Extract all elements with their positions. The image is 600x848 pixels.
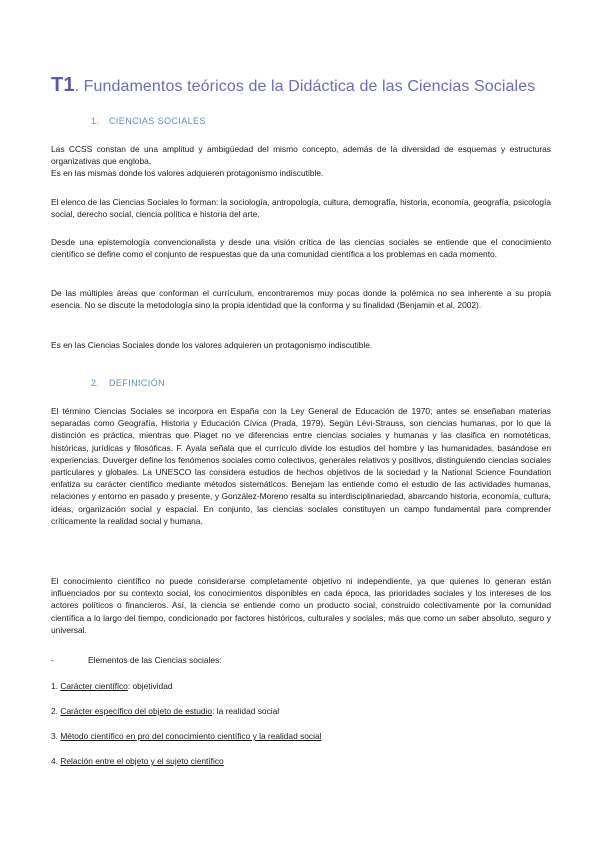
elements-heading [51,655,222,665]
list-item [51,681,173,691]
section-heading-text: DEFINICIÓN [109,378,166,388]
title-number: T1 [51,74,75,96]
paragraph: Es en las Ciencias Sociales donde los valores adquieren un protagonismo indiscutible. [51,340,373,350]
list-item-rest: : objetividad [127,681,173,691]
list-item [51,731,321,741]
title-text: . Fundamentos teóricos de la Didáctica de las Ciencias Sociales [74,78,536,95]
list-item-underlined: Método científico en pro del conocimiento científico y la realidad social [60,731,322,741]
paragraph: Es en las mismas donde los valores adquieren protagonismo indiscutible. [51,168,324,178]
list-item-underlined: Carácter científico [60,681,128,691]
section-heading-text: CIENCIAS SOCIALES [109,116,206,126]
paragraph: El término Ciencias Sociales se incorpora en España con la Ley General de Educación de 1970; antes se enseñaban materias separadas como Geografía, Historia y Educación Cívica (Prada, 1979). Según Lévi-Strauss, son ciencias humanas, por lo que la distinción es práctica, mientras que Piaget no ve diferencias entre ciencias sociales y humanas y las clasifica en nomotéticas, históricas, jurídicas y filosóficas. F. Ayala señala que el currículo divide los estudios del hombre y las humanidades, basándose en experiencias. Duverger define los fenómenos sociales como colectivos, generales relativos y positivos, distinguiendo ciencias sociales particulares y globales. La UNESCO las considera estudios de hechos objetivos de la sociedad y la National Science Foundation enfatiza su carácter científico mediante métodos sistemáticos. Benejam las entiende como el estudio de las actividades humanas, relaciones y entorno en pasado y presente, y González-Moreno resalta su interdisciplinariedad, abarcando historia, economía, cultura, ideas, organización social y espacial. En conjunto, las ciencias sociales constituyen un campo fundamental para comprender críticamente la realidad social y humana. [51,406,551,526]
list-item-underlined: Carácter específico del objeto de estudio [60,706,213,716]
elements-label: Elementos de las Ciencias sociales: [88,655,222,665]
dash-bullet: - [51,655,54,665]
paragraph: El elenco de las Ciencias Sociales lo forman: la sociología, antropología, cultura, demografía, historia, economía, geografía, psicología social, derecho social, ciencia política e historia del arte. [51,197,551,220]
document-title [51,74,571,97]
list-item-number: 2. [51,706,61,716]
paragraph: De las múltiples áreas que conforman el currículum, encontraremos muy pocas donde la polémica no sea inherente a su propia esencia. No se discute la metodología sino la propia identidad que la conforma y su finalidad (Benjamin et al, 2002). [51,288,551,311]
section-number: 1. [91,116,100,126]
section-heading-ciencias-sociales [91,116,206,126]
list-item-number: 4. [51,756,61,766]
list-item [51,706,279,716]
section-heading-definicion [91,378,165,388]
list-item [51,756,224,766]
list-item-number: 1. [51,681,61,691]
paragraph: El conocimiento científico no puede considerarse completamente objetivo ni independiente, ya que quienes lo generan están influenciados por su contexto social, los conocimientos disponibles en cada época, las prioridades sociales y los intereses de los actores políticos o financieros. Así, la ciencia se entiende como un producto social, construido colectivamente por la comunidad científica a lo largo del tiempo, condicionado por factores históricos, culturales y sociales, más que como un saber absoluto, seguro y universal. [51,576,551,635]
list-item-underlined: Relación entre el objeto y el sujeto científico [60,756,224,766]
paragraph: Las CCSS constan de una amplitud y ambigüedad del mismo concepto, además de la diversidad de esquemas y estructuras organizativas que engloba. [51,144,551,167]
list-item-rest: : la realidad social [212,706,280,716]
section-number: 2. [91,378,100,388]
list-item-number: 3. [51,731,61,741]
paragraph: Desde una epistemología convencionalista y desde una visión crítica de las ciencias sociales se entiende que el conocimiento científico se define como el conjunto de respuestas que da una comunidad científica a los problemas en cada momento. [51,237,551,260]
